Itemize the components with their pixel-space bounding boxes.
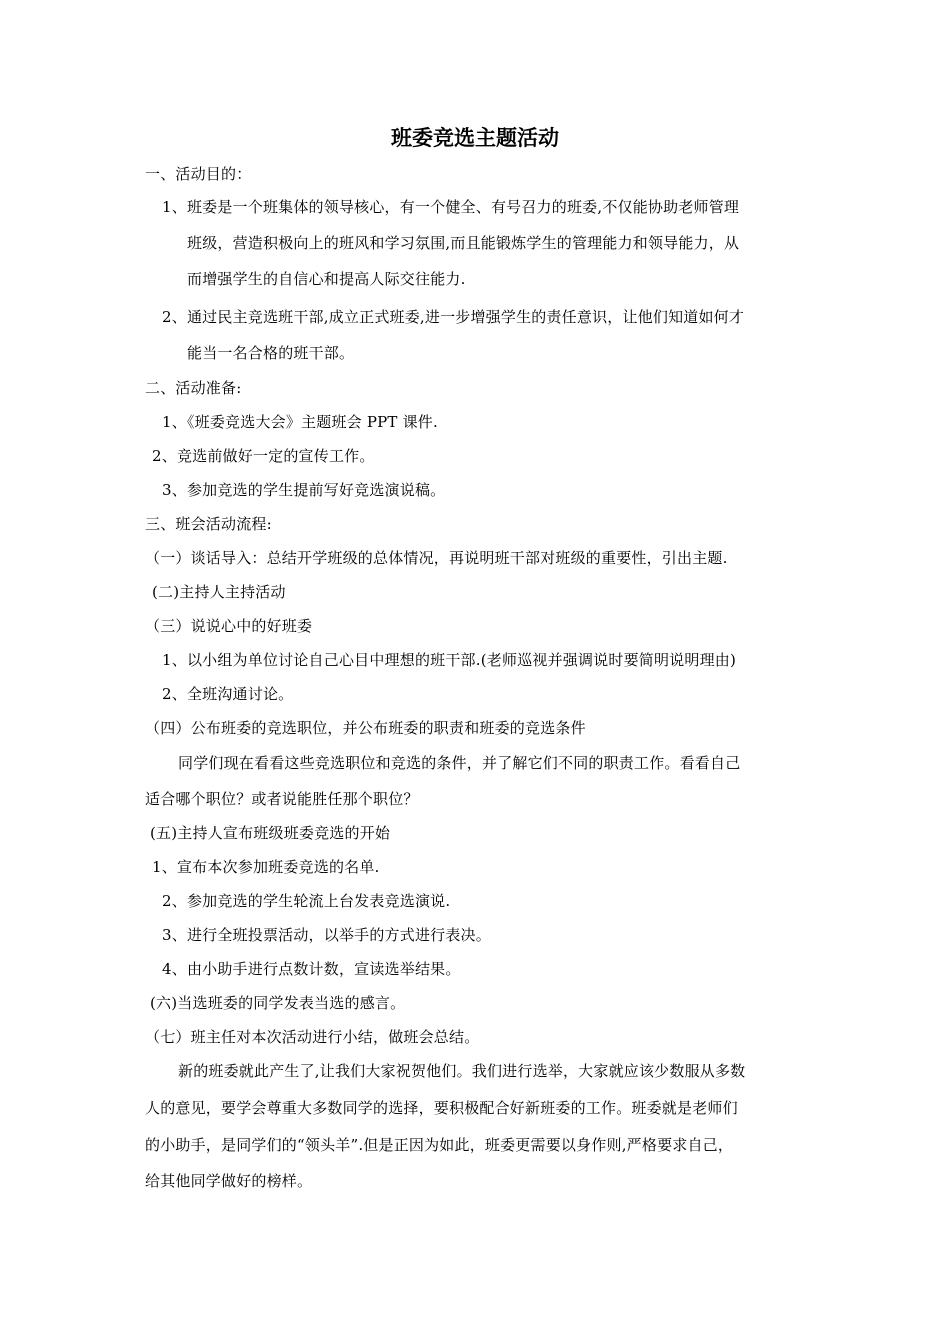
subsection-line: (五)主持人宣布班级班委竞选的开始 xyxy=(150,824,391,842)
list-item: 2、参加竞选的学生轮流上台发表竞选演说. xyxy=(162,892,451,910)
section-heading-preparation: 二、活动准备: xyxy=(145,379,242,397)
paragraph-line: 班级，营造积极向上的班风和学习氛围,而且能锻炼学生的管理能力和领导能力，从 xyxy=(187,234,740,252)
list-item: 1、《班委竞选大会》主题班会 PPT 课件. xyxy=(162,413,438,431)
section-heading-process: 三、班会活动流程: xyxy=(145,515,272,533)
subsection-line: (二)主持人主持活动 xyxy=(152,583,286,601)
paragraph-line: 给其他同学做好的榜样。 xyxy=(145,1172,313,1190)
section-heading-purpose: 一、活动目的： xyxy=(145,165,252,183)
list-item: 1、以小组为单位讨论自己心目中理想的班干部.(老师巡视并强调说时要简明说明理由) xyxy=(162,651,737,669)
subsection-line: （三）说说心中的好班委 xyxy=(145,617,313,635)
paragraph-line: 人的意见，要学会尊重大多数同学的选择，要积极配合好新班委的工作。班委就是老师们 xyxy=(145,1099,738,1117)
subsection-line: （七）班主任对本次活动进行小结，做班会总结。 xyxy=(145,1028,480,1046)
list-item: 2、竞选前做好一定的宣传工作。 xyxy=(152,447,375,465)
paragraph-line: 新的班委就此产生了,让我们大家祝贺他们。我们进行选举，大家就应该少数服从多数 xyxy=(178,1062,746,1080)
paragraph-line: 1、班委是一个班集体的领导核心，有一个健全、有号召力的班委,不仅能协助老师管理 xyxy=(162,198,740,216)
list-item: 2、全班沟通讨论。 xyxy=(162,685,294,703)
list-item: 3、进行全班投票活动，以举手的方式进行表决。 xyxy=(162,926,491,944)
paragraph-line: 同学们现在看看这些竞选职位和竞选的条件，并了解它们不同的职责工作。看看自己 xyxy=(178,754,741,772)
paragraph-line: 2、通过民主竞选班干部,成立正式班委,进一步增强学生的责任意识，让他们知道如何才 xyxy=(162,308,745,326)
subsection-line: （一）谈话导入：总结开学班级的总体情况，再说明班干部对班级的重要性，引出主题. xyxy=(145,549,728,567)
list-item: 1、宣布本次参加班委竞选的名单. xyxy=(152,858,380,876)
list-item: 3、参加竞选的学生提前写好竞选演说稿。 xyxy=(162,481,446,499)
subsection-line: (六)当选班委的同学发表当选的感言。 xyxy=(150,994,406,1012)
document-title: 班委竞选主题活动 xyxy=(391,126,559,150)
list-item: 4、由小助手进行点数计数，宣读选举结果。 xyxy=(162,960,461,978)
subsection-line: （四）公布班委的竞选职位，并公布班委的职责和班委的竞选条件 xyxy=(145,719,586,737)
paragraph-line: 适合哪个职位？或者说能胜任那个职位？ xyxy=(145,790,419,808)
paragraph-line: 的小助手，是同学们的“领头羊”.但是正因为如此，班委更需要以身作则,严格要求自己， xyxy=(145,1136,734,1154)
paragraph-line: 能当一名合格的班干部。 xyxy=(187,344,355,362)
paragraph-line: 而增强学生的自信心和提高人际交往能力. xyxy=(187,270,466,288)
